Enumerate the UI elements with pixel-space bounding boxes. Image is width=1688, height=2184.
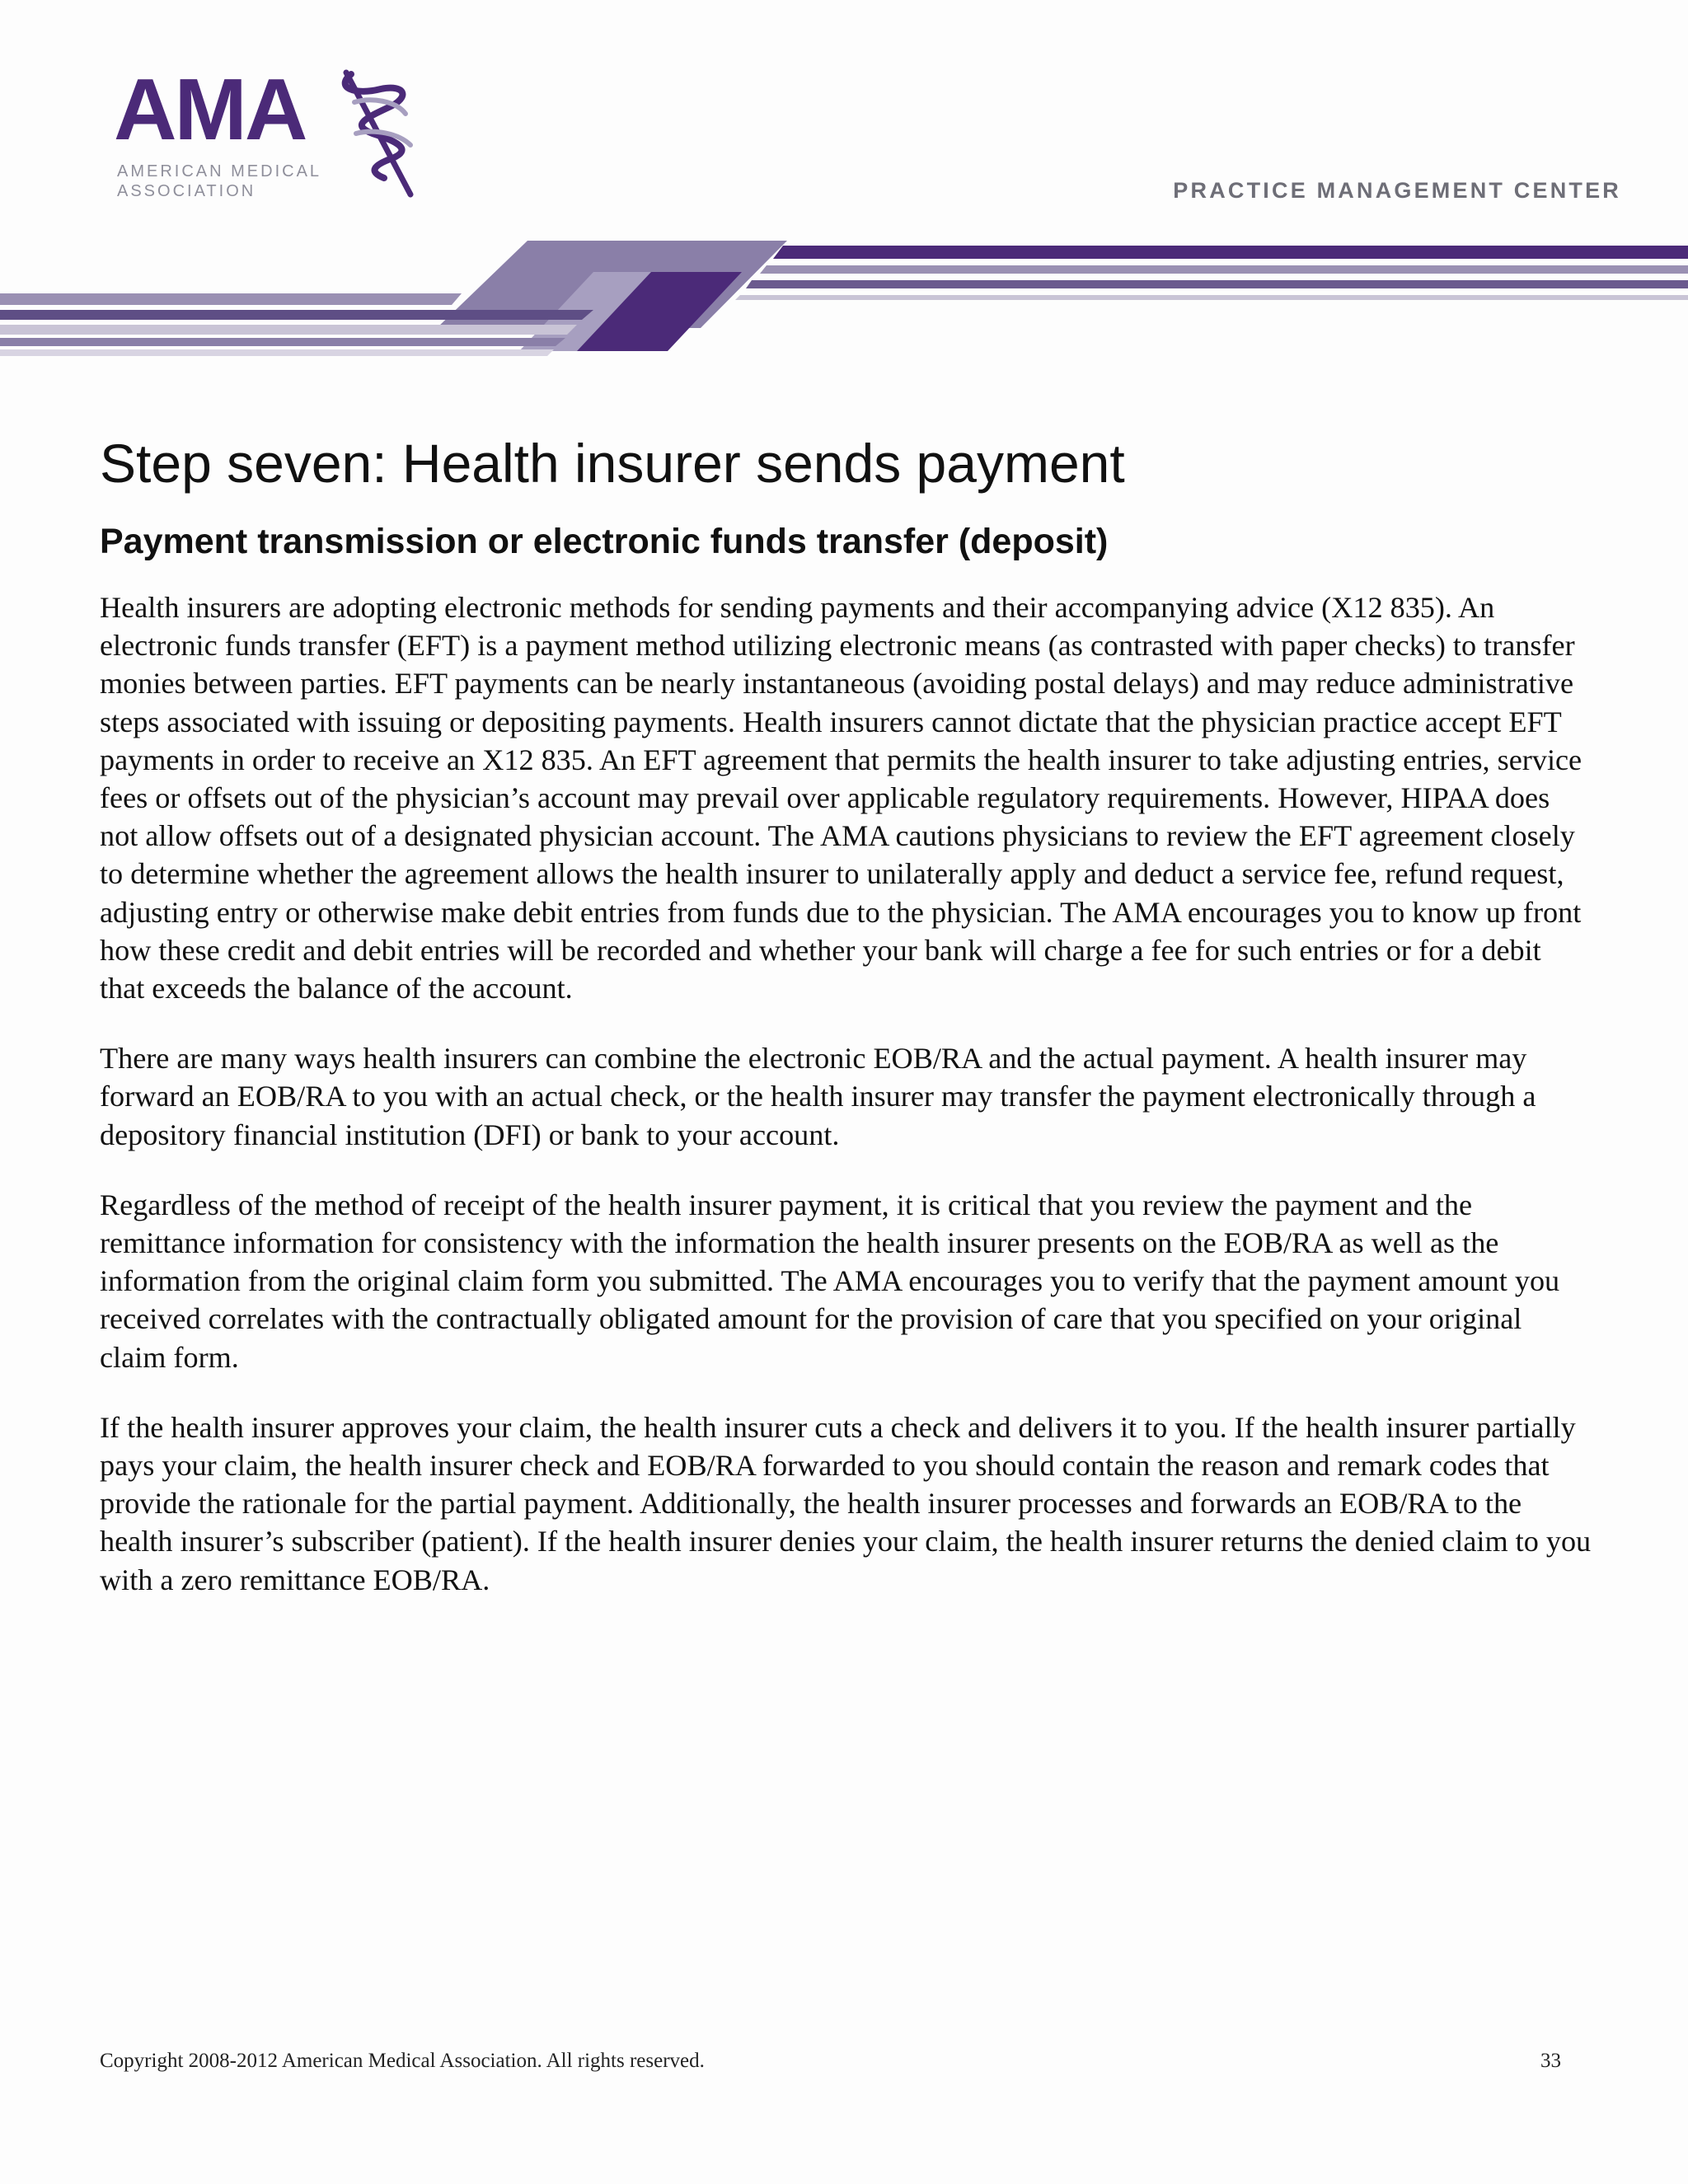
paragraph-eft-overview: Health insurers are adopting electronic methods for sending payments and their accompanying advice (X12 835). An electronic funds transfer (EFT) is a payment method utilizing electronic means (as contrasted with paper checks) to transfer monies between parties. EFT payments can be nearly instantaneous (avoiding postal delays) and may reduce administrative steps associated with issuing or depositing payments. Health insurers cannot dictate that the physician practice accept EFT payments in order to receive an X12 835. An EFT agreement that permits the health insurer to take adjusting entries, service fees or offsets out of the physician’s account may prevail over applicable regulatory requirements. However, HIPAA does not allow offsets out of a designated physician account. The AMA cautions physicians to review the EFT agreement closely to determine whether the agreement allows the health insurer to unilaterally apply and deduct a service fee, refund request, adjusting entry or otherwise make debit entries from funds due to the physician. The AMA encourages you to know up front how these credit and debit entries will be recorded and whether your bank will charge a fee for such entries or for a debit that exceeds the balance of the account. [100,591,1582,1005]
logo-organization-name: AMERICAN MEDICAL ASSOCIATION [117,162,322,200]
section-heading: Payment transmission or electronic funds transfer (deposit) [100,522,1109,561]
paragraph-claim-outcomes: If the health insurer approves your claim, the health insurer cuts a check and delivers it to you. If the health insurer partially pays your claim, the health insurer check and EOB/RA forwarded to you should contain the reason and remark codes that provide the rationale for the partial payment. Additionally, the health insurer processes and forwards an EOB/RA to the health insurer’s subscriber (patient). If the health insurer denies your claim, the health insurer returns the denied claim to you with a zero remittance EOB/RA. [100,1410,1592,1596]
ama-logo [114,61,435,206]
paragraph-review-payment: Regardless of the method of receipt of the health insurer payment, it is critical that you review the payment and the remittance information for consistency with the information the health insurer presents on the EOB/RA as well as the information from the original claim form you submitted. The AMA encourages you to verify that the payment amount you received correlates with the contractually obligated amount for the provision of care that you specified on your original claim form. [100,1188,1560,1374]
page-number: 33 [1540,2050,1561,2072]
page-title: Step seven: Health insurer sends payment [100,433,1125,494]
header-banner-stripes [0,236,1688,359]
staff-of-asclepius-icon [335,64,425,204]
copyright-notice: Copyright 2008-2012 American Medical Association. All rights reserved. [100,2050,705,2072]
paragraph-payment-methods: There are many ways health insurers can combine the electronic EOB/RA and the actual payment. A health insurer may forward an EOB/RA to you with an actual check, or the health insurer may transfer the payment electronically through a depository financial institution (DFI) or bank to your account. [100,1042,1536,1151]
main-content [100,427,1592,1599]
logo-wordmark: AMA [114,61,306,158]
practice-management-center-label: PRACTICE MANAGEMENT CENTER [1173,178,1621,203]
